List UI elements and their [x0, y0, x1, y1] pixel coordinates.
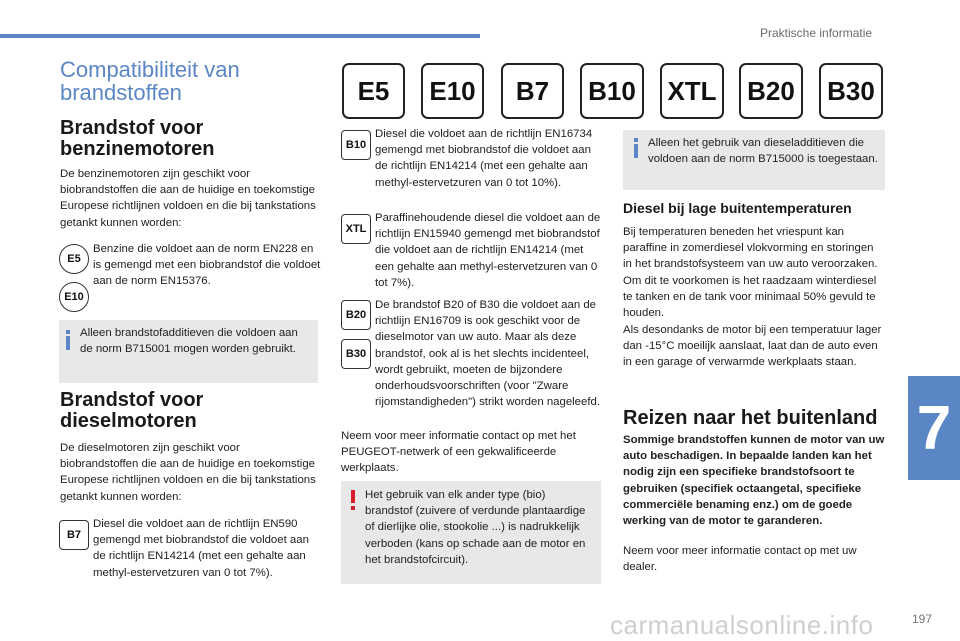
fuel-badge-b30: B30 [819, 63, 883, 119]
b7-badge: B7 [59, 520, 89, 550]
abroad-heading: Reizen naar het buitenland [623, 407, 878, 429]
b20-b30-text: De brandstof B20 of B30 die voldoet aan de richtlijn EN16709 is ook geschikt voor de dieselmotor van uw auto. Maar als deze brandstof, ook al is het slechts incidenteel, wordt gebruikt, moeten de bijzondere onderhoudsvoorschriften (voor "Zware rijomstandigheden") strikt worden nageleefd. [375, 299, 601, 409]
warning-box [341, 481, 601, 584]
b30-badge: B30 [341, 339, 371, 369]
b10-text: Diesel die voldoet aan de richtlijn EN16734 gemengd met biobrandstof die voldoet aan de richtlijn EN14214 (met een gehalte aan methyl-estervetzuren van 0 tot 10%). [375, 128, 593, 189]
petrol-info-text: Alleen brandstofadditieven die voldoen aan de norm B715001 mogen worden gebruikt. [80, 327, 298, 356]
b7-text: Diesel die voldoet aan de richtlijn EN590 gemengd met biobrandstof die voldoet aan de richtlijn EN14214 (met een gehalte aan methyl-estervetzuren van 0 tot 7%). [93, 518, 309, 579]
page-title: Compatibiliteit van brandstoffen [60, 57, 240, 105]
fuel-badge-xtl: XTL [660, 63, 724, 119]
section-label: Praktische informatie [760, 26, 873, 40]
e5-badge: E5 [59, 244, 89, 274]
xtl-text: Paraffinehoudende diesel die voldoet aan de richtlijn EN15940 gemengd met biobrandstof die voldoet aan de richtlijn EN14214 (met een gehalte aan methyl-estervetzuren van 0 tot 7%). [375, 212, 601, 289]
fuel-badge-b7: B7 [501, 63, 564, 119]
diesel-intro: De dieselmotoren zijn geschikt voor biobrandstoffen die aan de huidige en toekomstige Europese richtlijnen voldoen en die bij tankstations getankt kunnen worden: [60, 442, 316, 503]
petrol-info-box [59, 320, 318, 383]
diesel-heading: Brandstof voor dieselmotoren [60, 389, 204, 432]
cold-text-2: Als desondanks de motor bij een temperatuur lager dan -15°C moeilijk aanslaat, laat dan de auto even in een garage of verwarmde werkplaats staan. [623, 324, 882, 369]
petrol-item-text: Benzine die voldoet aan de norm EN228 en is gemengd met een biobrandstof die voldoet aan de norm EN15376. [93, 243, 321, 288]
petrol-heading: Brandstof voor benzinemotoren [60, 117, 215, 160]
fuel-badge-b10: B10 [580, 63, 644, 119]
petrol-intro: De benzinemotoren zijn geschikt voor biobrandstoffen die aan de huidige en toekomstige Europese richtlijnen voldoen en die bij tankstations getankt kunnen worden: [60, 168, 316, 229]
diesel-info-text: Alleen het gebruik van dieseladditieven die voldoen aan de norm B715000 is toegestaan. [648, 137, 878, 166]
fuel-badge-b20: B20 [739, 63, 803, 119]
diesel-info-box [623, 130, 885, 190]
abroad-bold-text: Sommige brandstoffen kunnen de motor van uw auto beschadigen. In bepaalde landen kan het nodig zijn een specifieke brandstofsoort te gebruiken (specifiek octaangetal, specifieke commerciële benaming enz.) om de goede werking van de motor te garanderen. [623, 434, 885, 528]
warning-icon [351, 490, 355, 503]
b10-badge: B10 [341, 130, 371, 160]
header-accent-bar [0, 34, 480, 38]
e10-badge: E10 [59, 282, 89, 312]
b20-badge: B20 [341, 300, 371, 330]
chapter-tab: 7 [908, 376, 960, 480]
watermark: carmanualsonline.info [610, 610, 874, 640]
info-icon [634, 144, 638, 158]
xtl-badge: XTL [341, 214, 371, 244]
abroad-text: Neem voor meer informatie contact op met uw dealer. [623, 545, 857, 574]
dealer-text: Neem voor meer informatie contact op met het PEUGEOT-netwerk of een gekwalificeerde werkplaats. [341, 430, 576, 475]
page-number: 197 [912, 612, 933, 626]
cold-text-1: Bij temperaturen beneden het vriespunt kan paraffine in zomerdiesel vlokvorming en storingen in het brandstofsysteem van uw auto veroorzaken. Om dit te voorkomen is het raadzaam winterdiesel te tanken en de tank voor minimaal 50% gevuld te houden. [623, 226, 878, 320]
fuel-badge-e10: E10 [421, 63, 484, 119]
info-icon [66, 336, 70, 350]
warning-text: Het gebruik van elk ander type (bio) brandstof (zuivere of verdunde plantaardige of dierlijke olie, stookolie ...) is nadrukkelijk verboden (kans op schade aan de motor en het brandstofcircuit). [365, 489, 586, 566]
cold-heading: Diesel bij lage buitentemperaturen [623, 200, 852, 216]
fuel-badge-e5: E5 [342, 63, 405, 119]
